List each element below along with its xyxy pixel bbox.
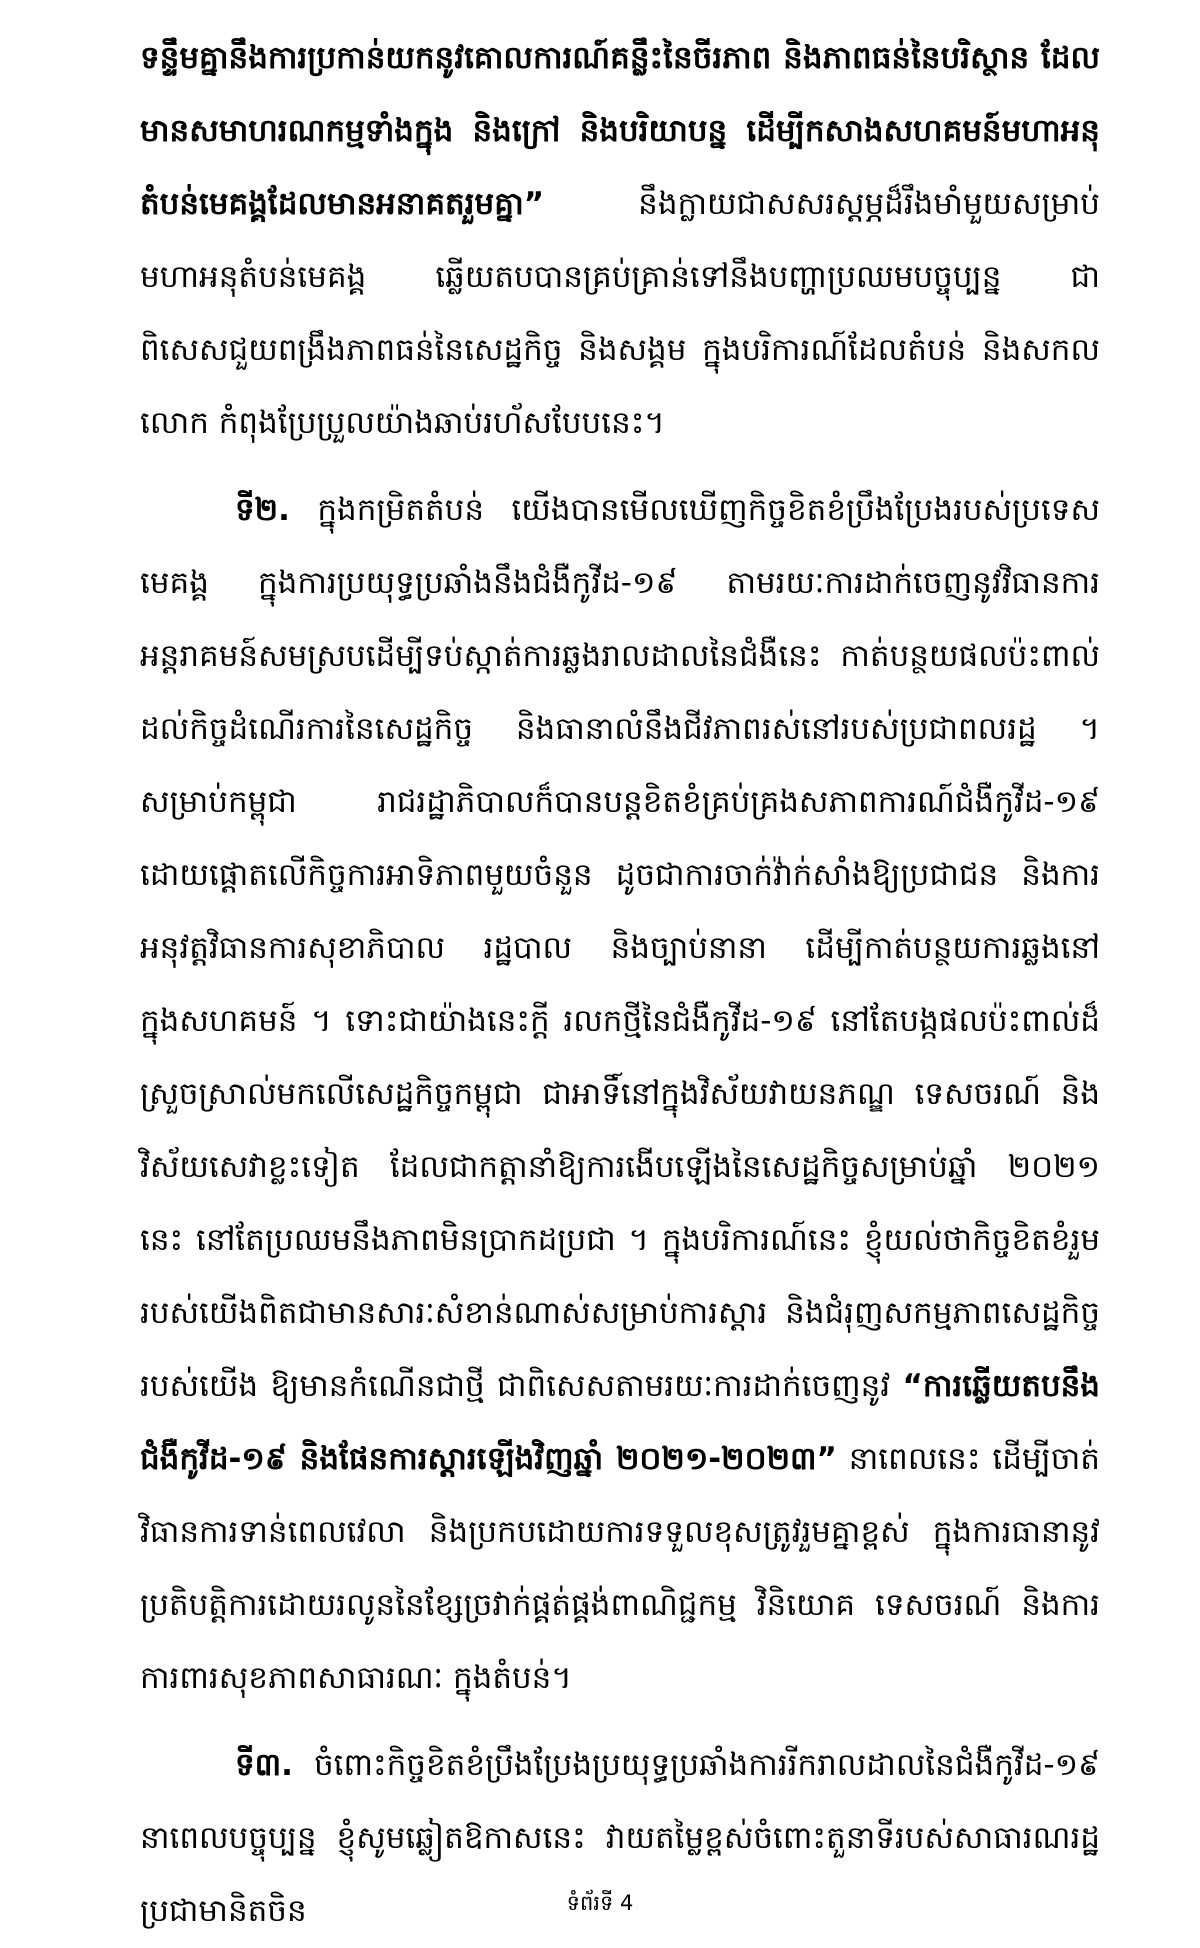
body-text-run: នាពេលនេះ ដើម្បីចាត់វិធានការទាន់ពេលវេលា និងប្រកបដោយការទទួលខុសត្រូវរួមគ្នាខ្ពស់ ក្នុងការធានានូវប្រតិបត្តិការដោយរលូននៃខ្សែច្រវាក់ផ្គត់ផ្គង់ពាណិជ្ជកម្ម វិនិយោគ ទេសចរណ៍ និងការការពារសុខភាពសាធារណៈ ក្នុងតំបន់។ (140, 1441, 1100, 1696)
bold-text: ទន្ទឹមគ្នានឹងការប្រកាន់យកនូវគោលការណ៍គន្លឹះនៃចីរភាព និងភាពធន់នៃបរិស្ថាន ដែលមានសមាហរណកម្មទាំងក្នុង និងក្រៅ និងបរិយាបន្ន ដើម្បីកសាងសហគមន៍មហាអនុតំបន់មេគង្គដែលមានអនាគតរួមគ្នា” (140, 40, 1100, 222)
bold-text: “ការឆ្លើយតបនឹងជំងឺកូវីដ-១៩ និងផែនការស្តារឡើងវិញឆ្នាំ ២០២១-២០២៣” (140, 1368, 1100, 1477)
page-number: ទំព័រទី 4 (566, 1891, 634, 1915)
section-number: ទី២. (235, 492, 290, 528)
paragraph-1 (140, 22, 1100, 460)
paragraph-2 (140, 474, 1100, 1715)
section-number: ទី៣. (235, 1747, 293, 1783)
body-text-run: ចំពោះកិច្ចខិតខំប្រឹងប្រែងប្រយុទ្ធប្រឆាំងការរីករាលដាលនៃជំងឺកូវីដ-១៩ នាពេលបច្ចុប្បន្ន ខ្ញុំសូមឆ្លៀតឱកាសនេះ វាយតម្លៃខ្ពស់ចំពោះតួនាទីរបស់សាធារណរដ្ឋប្រជាមានិតចិន (140, 1747, 1100, 1929)
body-text-run: នឹងក្លាយជាសសរស្តម្ភដ៏រឹងមាំមួយសម្រាប់មហាអនុតំបន់មេគង្គ ឆ្លើយតបបានគ្រប់គ្រាន់ទៅនឹងបញ្ហាប្រឈមបច្ចុប្បន្ន ជាពិសេសជួយពង្រឹងភាពធន់នៃសេដ្ឋកិច្ច និងសង្គម ក្នុងបរិការណ៍ដែលតំបន់ និងសកលលោក កំពុងប្រែប្រួលយ៉ាងឆាប់រហ័សបែបនេះ។ (140, 186, 1100, 441)
body-text (140, 22, 1100, 1948)
body-text-run: ក្នុងកម្រិតតំបន់ យើងបានមើលឃើញកិច្ចខិតខំប្រឹងប្រែងរបស់ប្រទេសមេគង្គ ក្នុងការប្រយុទ្ធប្រឆាំងនឹងជំងឺកូវីដ-១៩ តាមរយៈការដាក់ចេញនូវវិធានការអន្តរាគមន៍សមស្របដើម្បីទប់ស្កាត់ការឆ្លងរាលដាលនៃជំងឺនេះ កាត់បន្ថយផលប៉ះពាល់ដល់កិច្ចដំណើរការនៃសេដ្ឋកិច្ច និងធានាលំនឹងជីវភាពរស់នៅរបស់ប្រជាពលរដ្ឋ ។ សម្រាប់កម្ពុជា រាជរដ្ឋាភិបាលក៏បានបន្តខិតខំគ្រប់គ្រងសភាពការណ៍ជំងឺកូវីដ-១៩ ដោយផ្តោតលើកិច្ចការអាទិភាពមួយចំនួន ដូចជាការចាក់វ៉ាក់សាំងឱ្យប្រជាជន និងការអនុវត្តវិធានការសុខាភិបាល រដ្ឋបាល និងច្បាប់នានា ដើម្បីកាត់បន្ថយការឆ្លងនៅក្នុងសហគមន៍ ។ ទោះជាយ៉ាងនេះក្តី រលកថ្មីនៃជំងឺកូវីដ-១៩ នៅតែបង្កផលប៉ះពាល់ដ៏ស្រួចស្រាល់មកលើសេដ្ឋកិច្ចកម្ពុជា ជាអាទិ៍នៅក្នុងវិស័យវាយនភណ្ឌ ទេសចរណ៍ និងវិស័យសេវាខ្លះទៀត ដែលជាកត្តានាំឱ្យការងើបឡើងនៃសេដ្ឋកិច្ចសម្រាប់ឆ្នាំ ២០២១ នេះ នៅតែប្រឈមនឹងភាពមិនប្រាកដប្រជា ។ ក្នុងបរិការណ៍នេះ ខ្ញុំយល់ថាកិច្ចខិតខំរួមរបស់យើងពិតជាមានសារៈសំខាន់ណាស់សម្រាប់ការស្តារ និងជំរុញសកម្មភាពសេដ្ឋកិច្ចរបស់យើង ឱ្យមានកំណើនជាថ្មី ជាពិសេសតាមរយៈការដាក់ចេញនូវ (140, 492, 1100, 1404)
